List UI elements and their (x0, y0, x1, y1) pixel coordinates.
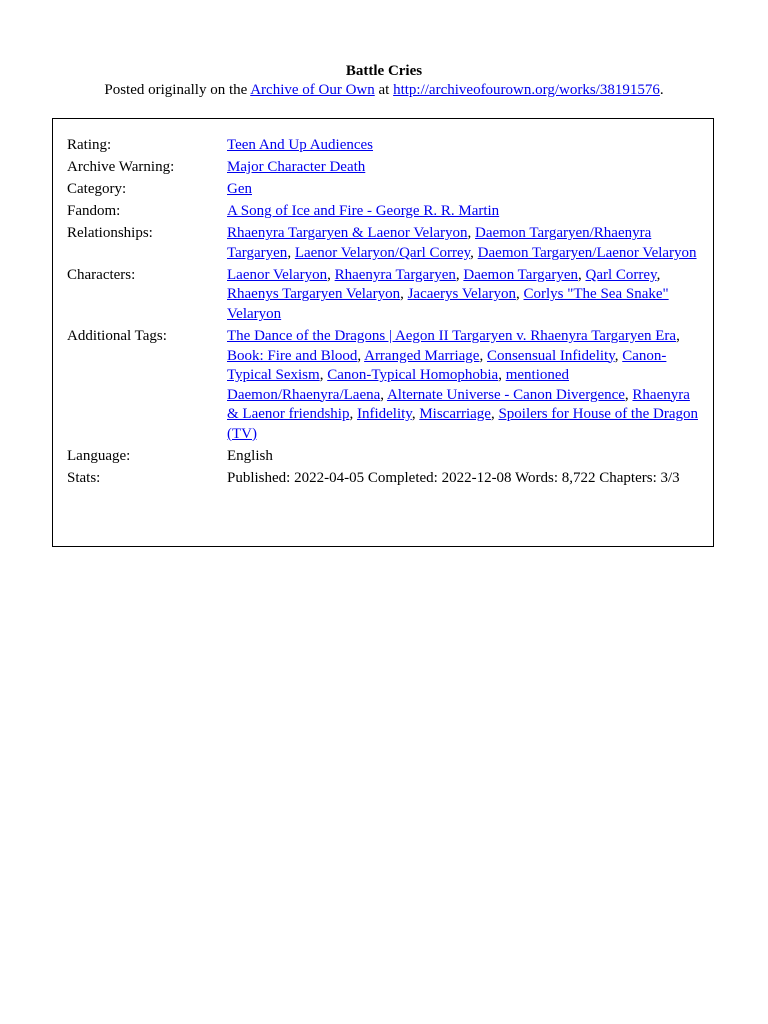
tag-link[interactable]: Laenor Velaryon (227, 266, 328, 283)
tag-link[interactable]: Gen (227, 181, 252, 198)
tag-link[interactable]: Book: Fire and Blood (227, 347, 358, 364)
tag-link[interactable]: Spoilers for House of the Dragon (TV) (227, 406, 698, 442)
rating-label: Rating: (67, 137, 112, 153)
tag-link[interactable]: Miscarriage (419, 406, 491, 423)
work-meta-box (52, 118, 714, 547)
posted-prefix: Posted originally on the (104, 82, 251, 98)
tag-link[interactable]: mentioned Daemon/Rhaenyra/Laena (227, 367, 570, 403)
tag-link[interactable]: Alternate Universe - Canon Divergence (386, 386, 625, 403)
category-tags (227, 180, 699, 202)
tag-link[interactable]: Daemon Targaryen/Rhaenyra Targaryen (227, 225, 652, 261)
language-label: Language: (67, 447, 131, 464)
tag-link[interactable]: Jacaerys Velaryon (407, 286, 517, 303)
relationships-tags: Rhaenyra Targaryen & Laenor Velaryon, Daemon Targaryen/Rhaenyra Targaryen, Laenor Velaryon/Qarl Correy, Daemon Targaryen/Laenor Velaryon (227, 225, 697, 261)
tag-link[interactable]: Laenor Velaryon/Qarl Correy (294, 244, 471, 261)
tag-link[interactable]: Daemon Targaryen/Laenor Velaryon (477, 244, 697, 261)
category-label: Category: (67, 181, 127, 198)
tag-link[interactable]: Corlys "The Sea Snake" Velaryon (227, 286, 669, 322)
work-title: Battle Cries (345, 63, 423, 79)
work-url-link[interactable]: http://archiveofourown.org/works/38191576 (393, 82, 660, 98)
meta-row-fandom (67, 202, 699, 224)
tag-link[interactable]: Teen And Up Audiences (227, 137, 374, 153)
characters-tags: Laenor Velaryon, Rhaenyra Targaryen, Daemon Targaryen, Qarl Correy, Rhaenys Targaryen Velaryon, Jacaerys Velaryon, Corlys "The Sea Snake" Velaryon (227, 266, 669, 322)
meta-row-relationships (67, 224, 699, 266)
tag-link[interactable]: Rhaenyra Targaryen (334, 266, 456, 283)
posted-suffix: . (659, 82, 664, 98)
meta-row-characters (67, 266, 699, 327)
language-value: English (227, 447, 273, 464)
additional-tags-list: The Dance of the Dragons | Aegon II Targaryen v. Rhaenyra Targaryen Era, Book: Fire and Blood, Arranged Marriage, Consensual Infidelity, Canon-Typical Sexism, Canon-Typical Homophobia, mentioned Daemon/Rhaenyra/Laena, Alternate Universe - Canon Divergence, Rhaenyra & Laenor friendship, Infidelity, Miscarriage, Spoilers for House of the Dragon (TV) (227, 328, 698, 442)
fandom-tags (227, 202, 699, 224)
stats-label: Stats: (67, 469, 101, 486)
posted-middle: at (374, 82, 394, 98)
tag-link[interactable]: A Song of Ice and Fire - George R. R. Martin (227, 203, 500, 220)
tag-link[interactable]: Arranged Marriage (364, 347, 480, 364)
warning-label: Archive Warning: (67, 159, 175, 176)
tag-link[interactable]: The Dance of the Dragons | Aegon II Targaryen v. Rhaenyra Targaryen Era (227, 328, 677, 345)
tag-link[interactable]: Infidelity (356, 406, 412, 423)
tag-link[interactable]: Canon-Typical Sexism (227, 347, 667, 384)
relationships-label: Relationships: (67, 225, 153, 242)
tag-link[interactable]: Canon-Typical Homophobia (327, 367, 499, 384)
tag-link[interactable]: Major Character Death (227, 159, 366, 176)
meta-row-warning (67, 158, 699, 180)
tag-link[interactable]: Rhaenyra Targaryen & Laenor Velaryon (227, 225, 468, 242)
meta-row-stats (67, 469, 699, 491)
warning-tags (227, 158, 699, 180)
archive-link[interactable]: Archive of Our Own (250, 82, 375, 98)
work-meta-table (67, 136, 699, 491)
meta-row-rating (67, 136, 699, 158)
meta-row-additional-tags (67, 327, 699, 447)
work-header (0, 62, 768, 100)
tag-link[interactable]: Rhaenys Targaryen Velaryon (227, 286, 401, 303)
characters-label: Characters: (67, 266, 136, 283)
meta-row-category (67, 180, 699, 202)
fandom-label: Fandom: (67, 203, 121, 220)
posted-line (0, 81, 768, 100)
tag-link[interactable]: Qarl Correy (585, 266, 657, 283)
tag-link[interactable]: Daemon Targaryen (463, 266, 578, 283)
meta-row-language (67, 447, 699, 469)
tag-link[interactable]: Consensual Infidelity (486, 347, 615, 364)
rating-tags (227, 136, 699, 158)
additional-tags-label: Additional Tags: (67, 328, 167, 345)
stats-value: Published: 2022-04-05 Completed: 2022-12-08 Words: 8,722 Chapters: 3/3 (227, 469, 680, 486)
tag-link[interactable]: Rhaenyra & Laenor friendship (227, 386, 690, 423)
